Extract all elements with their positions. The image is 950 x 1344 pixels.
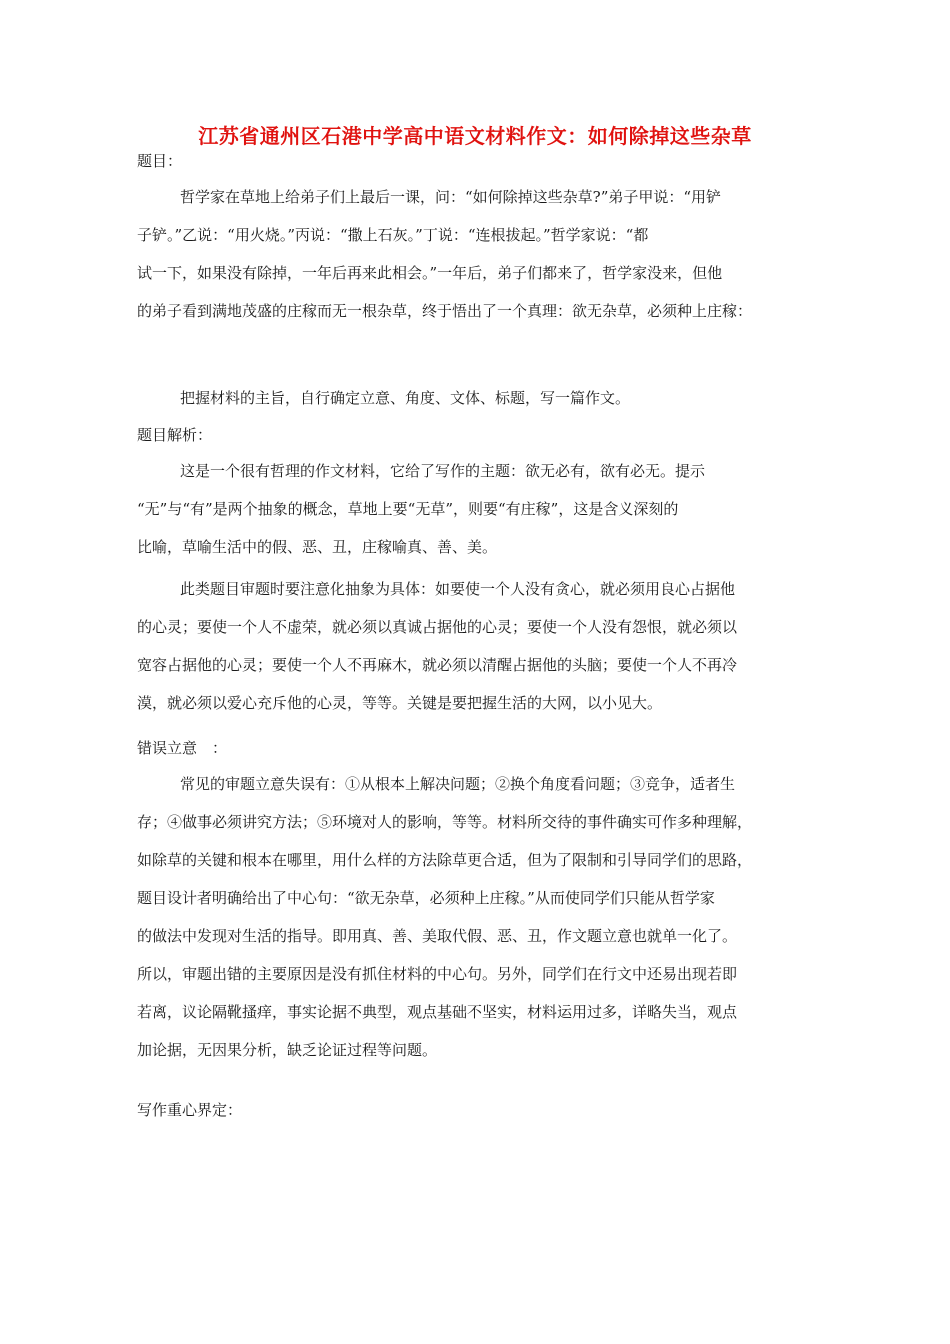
paragraph-line: 如除草的关键和根本在哪里，用什么样的方法除草更合适，但为了限制和引导同学们的思路， xyxy=(137,851,753,869)
paragraph-line: 宽容占据他的心灵；要使一个人不再麻木，就必须以清醒占据他的头脑；要使一个人不再冷 xyxy=(137,656,738,674)
instruction-paragraph xyxy=(137,379,812,417)
paragraph-line: 漠，就必须以爱心充斥他的心灵，等等。关键是要把握生活的大网，以小见大。 xyxy=(137,694,663,712)
section-heading-focus: 写作重心界定： xyxy=(137,1101,243,1119)
paragraph-line: 这是一个很有哲理的作文材料，它给了写作的主题：欲无必有，欲有必无。提示 xyxy=(180,462,706,480)
topic-paragraph xyxy=(137,178,812,330)
paragraph-line: 加论据，无因果分析，缺乏论证过程等问题。 xyxy=(137,1041,438,1059)
paragraph-line: 常见的审题立意失误有：①从根本上解决问题；②换个角度看问题；③竞争，适者生 xyxy=(180,775,736,793)
paragraph-line: “无”与“有”是两个抽象的概念，草地上要“无草”，则要“有庄稼”，这是含义深刻的 xyxy=(137,500,679,518)
paragraph-line: 的做法中发现对生活的指导。即用真、善、美取代假、恶、丑，作文题立意也就单一化了。 xyxy=(137,927,738,945)
paragraph-line: 题目设计者明确给出了中心句：“欲无杂草，必须种上庄稼。”从而使同学们只能从哲学家 xyxy=(137,889,715,907)
paragraph-line: 比喻，草喻生活中的假、恶、丑，庄稼喻真、善、美。 xyxy=(137,538,498,556)
analysis-paragraph-2 xyxy=(137,570,812,722)
errors-paragraph xyxy=(137,765,812,1069)
paragraph-line: 的心灵；要使一个人不虚荣，就必须以真诚占据他的心灵；要使一个人没有怨恨，就必须以 xyxy=(137,618,738,636)
paragraph-line: 子铲。”乙说：“用火烧。”丙说：“撒上石灰。”丁说：“连根拔起。”哲学家说：“都 xyxy=(137,226,649,244)
paragraph-line: 所以，审题出错的主要原因是没有抓住材料的中心句。另外，同学们在行文中还易出现若即 xyxy=(137,965,738,983)
section-heading-topic: 题目： xyxy=(137,152,183,170)
document-title: 江苏省通州区石港中学高中语文材料作文：如何除掉这些杂草 xyxy=(198,124,752,148)
section-heading-analysis: 题目解析： xyxy=(137,426,213,444)
paragraph-line: 哲学家在草地上给弟子们上最后一课，问：“如何除掉这些杂草?”弟子甲说：“用铲 xyxy=(180,188,722,206)
section-heading-errors: 错误立意 ： xyxy=(137,739,228,757)
paragraph-line: 若离，议论隔靴搔痒，事实论据不典型，观点基础不坚实，材料运用过多，详略失当，观点 xyxy=(137,1003,738,1021)
paragraph-line: 把握材料的主旨，自行确定立意、角度、文体、标题，写一篇作文。 xyxy=(180,389,631,407)
paragraph-line: 此类题目审题时要注意化抽象为具体：如要使一个人没有贪心，就必须用良心占据他 xyxy=(180,580,736,598)
paragraph-line: 的弟子看到满地茂盛的庄稼而无一根杂草，终于悟出了一个真理：欲无杂草，必须种上庄稼： xyxy=(137,302,753,320)
paragraph-line: 存；④做事必须讲究方法；⑤环境对人的影响，等等。材料所交待的事件确实可作多种理解， xyxy=(137,813,753,831)
analysis-paragraph-1 xyxy=(137,452,812,566)
paragraph-line: 试一下，如果没有除掉，一年后再来此相会。”一年后，弟子们都来了，哲学家没来，但他 xyxy=(137,264,723,282)
